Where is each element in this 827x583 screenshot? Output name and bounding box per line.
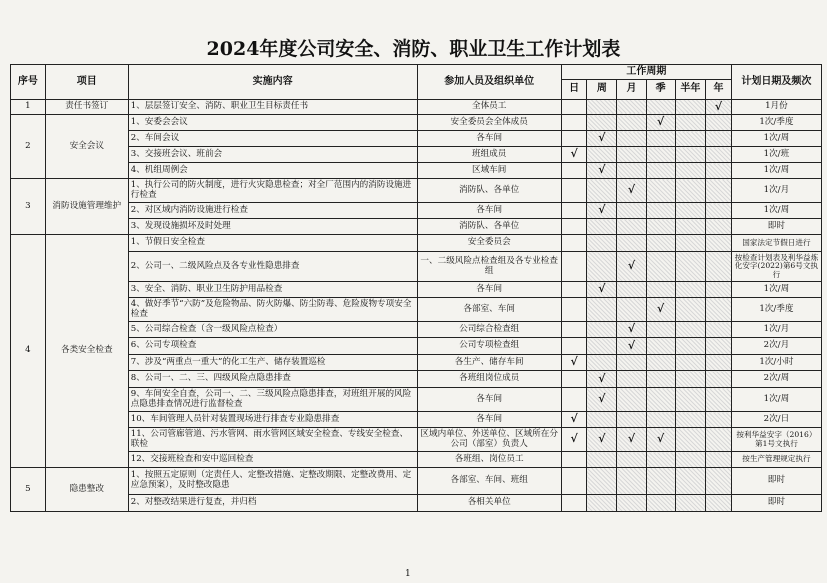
row-participants: 安全委员会全体成员 [417, 115, 561, 131]
row-content: 9、车间安全自查，公司一、二、三级风险点隐患排查，对班组开展的风险点隐患排查情况进行监督检查 [128, 388, 417, 412]
period-cell [646, 355, 675, 371]
header-no: 序号 [11, 65, 46, 100]
plan-table [10, 64, 822, 512]
header-period: 日 [561, 79, 587, 99]
check-mark-icon: √ [561, 147, 587, 163]
table-row [11, 99, 822, 115]
period-cell [706, 131, 732, 147]
row-schedule: 按检查计划表及利华益炼化安字(2022)第6号文执行 [731, 252, 821, 282]
row-schedule: 2次/周 [731, 371, 821, 388]
period-cell [675, 371, 706, 388]
row-content: 6、公司专项检查 [128, 338, 417, 355]
check-mark-icon: √ [646, 428, 675, 452]
row-schedule: 2次/月 [731, 338, 821, 355]
row-schedule: 1次/周 [731, 131, 821, 147]
table-row [11, 412, 822, 428]
period-cell [706, 235, 732, 252]
group-number: 1 [11, 99, 46, 115]
period-cell [646, 235, 675, 252]
period-cell [706, 371, 732, 388]
period-cell [561, 452, 587, 468]
period-cell [617, 355, 647, 371]
period-cell [706, 298, 732, 322]
row-participants: 各生产、储存车间 [417, 355, 561, 371]
plan-body [11, 99, 822, 512]
period-cell [617, 282, 647, 298]
header-content: 实施内容 [128, 65, 417, 100]
check-mark-icon: √ [706, 99, 732, 115]
period-cell [675, 147, 706, 163]
period-cell [617, 452, 647, 468]
table-row [11, 219, 822, 235]
period-cell [706, 115, 732, 131]
header-period: 月 [617, 79, 647, 99]
period-cell [587, 468, 617, 495]
table-row [11, 495, 822, 512]
table-row [11, 235, 822, 252]
period-cell [561, 282, 587, 298]
period-cell [561, 179, 587, 203]
period-cell [706, 468, 732, 495]
row-schedule: 1次/周 [731, 163, 821, 179]
row-schedule: 国家法定节假日进行 [731, 235, 821, 252]
period-cell [706, 282, 732, 298]
check-mark-icon: √ [617, 179, 647, 203]
row-content: 10、车间管理人员针对装置现场进行排查专业隐患排查 [128, 412, 417, 428]
period-cell [646, 131, 675, 147]
period-cell [675, 355, 706, 371]
table-row [11, 452, 822, 468]
group-number: 4 [11, 235, 46, 468]
period-cell [675, 495, 706, 512]
header-participants: 参加人员及组织单位 [417, 65, 561, 100]
period-cell [617, 203, 647, 219]
row-participants: 公司专项检查组 [417, 338, 561, 355]
row-participants: 各车间 [417, 388, 561, 412]
period-cell [706, 163, 732, 179]
row-participants: 各相关单位 [417, 495, 561, 512]
check-mark-icon: √ [646, 298, 675, 322]
period-cell [587, 99, 617, 115]
row-participants: 消防队、各单位 [417, 219, 561, 235]
period-cell [646, 203, 675, 219]
table-row [11, 282, 822, 298]
period-cell [561, 468, 587, 495]
period-cell [706, 355, 732, 371]
period-cell [675, 203, 706, 219]
check-mark-icon: √ [587, 371, 617, 388]
period-cell [561, 322, 587, 338]
row-content: 7、涉及“两重点一重大”的化工生产、储存装置巡检 [128, 355, 417, 371]
row-content: 1、层层签订安全、消防、职业卫生目标责任书 [128, 99, 417, 115]
row-content: 2、公司一、二级风险点及各专业性隐患排查 [128, 252, 417, 282]
row-participants: 公司综合检查组 [417, 322, 561, 338]
row-schedule: 1次/周 [731, 388, 821, 412]
period-cell [646, 495, 675, 512]
table-row [11, 163, 822, 179]
period-cell [706, 147, 732, 163]
period-cell [675, 468, 706, 495]
table-row [11, 388, 822, 412]
table-row [11, 428, 822, 452]
period-cell [675, 322, 706, 338]
group-item: 消防设施管理维护 [45, 179, 128, 235]
period-cell [561, 252, 587, 282]
row-content: 1、节假日安全检查 [128, 235, 417, 252]
period-cell [617, 495, 647, 512]
row-participants: 各车间 [417, 282, 561, 298]
row-schedule: 即时 [731, 495, 821, 512]
row-schedule: 即时 [731, 219, 821, 235]
row-content: 2、对整改结果进行复查，并归档 [128, 495, 417, 512]
group-item: 隐患整改 [45, 468, 128, 512]
period-cell [706, 452, 732, 468]
period-cell [617, 163, 647, 179]
period-cell [675, 428, 706, 452]
period-cell [646, 322, 675, 338]
check-mark-icon: √ [617, 338, 647, 355]
period-cell [587, 338, 617, 355]
row-participants: 全体员工 [417, 99, 561, 115]
period-cell [587, 298, 617, 322]
row-schedule: 按利华益安字（2016）第1号文执行 [731, 428, 821, 452]
period-cell [617, 371, 647, 388]
check-mark-icon: √ [587, 428, 617, 452]
header-period: 周 [587, 79, 617, 99]
check-mark-icon: √ [587, 203, 617, 219]
period-cell [646, 468, 675, 495]
period-cell [561, 99, 587, 115]
row-content: 2、对区域内消防设施进行检查 [128, 203, 417, 219]
period-cell [587, 355, 617, 371]
group-item: 各类安全检查 [45, 235, 128, 468]
period-cell [646, 452, 675, 468]
row-content: 12、交接班检查和安中巡回检查 [128, 452, 417, 468]
row-participants: 各班组、岗位员工 [417, 452, 561, 468]
period-cell [706, 203, 732, 219]
group-number: 5 [11, 468, 46, 512]
check-mark-icon: √ [587, 131, 617, 147]
header-period: 半年 [675, 79, 706, 99]
row-content: 4、做好季节“六防”及危险物品、防火防爆、防尘防毒、危险废物专项安全检查 [128, 298, 417, 322]
period-cell [675, 298, 706, 322]
row-content: 3、安全、消防、职业卫生防护用品检查 [128, 282, 417, 298]
check-mark-icon: √ [617, 428, 647, 452]
period-cell [675, 99, 706, 115]
period-cell [706, 388, 732, 412]
header-item: 项目 [45, 65, 128, 100]
period-cell [561, 219, 587, 235]
period-cell [675, 219, 706, 235]
period-cell [617, 468, 647, 495]
row-participants: 区域车间 [417, 163, 561, 179]
period-cell [587, 115, 617, 131]
document-title: 2024年度公司安全、消防、职业卫生工作计划表 [206, 38, 621, 60]
period-cell [561, 338, 587, 355]
header-period: 年 [706, 79, 732, 99]
row-content: 3、发现设施损坏及时处理 [128, 219, 417, 235]
row-participants: 各车间 [417, 131, 561, 147]
check-mark-icon: √ [561, 412, 587, 428]
period-cell [617, 298, 647, 322]
period-cell [561, 298, 587, 322]
period-cell [646, 219, 675, 235]
period-cell [646, 412, 675, 428]
row-content: 11、公司管廊管道、污水管网、雨水管网区域安全检查、专线安全检查、联检 [128, 428, 417, 452]
table-row [11, 322, 822, 338]
row-schedule: 1次/班 [731, 147, 821, 163]
page-number: 1 [405, 569, 411, 579]
row-schedule: 1次/季度 [731, 298, 821, 322]
period-cell [675, 388, 706, 412]
row-participants: 各车间 [417, 412, 561, 428]
period-cell [706, 338, 732, 355]
period-cell [561, 371, 587, 388]
row-participants: 区域内单位、外送单位、区域所在分公司（部室）负责人 [417, 428, 561, 452]
header-schedule: 计划日期及频次 [731, 65, 821, 100]
period-cell [646, 99, 675, 115]
row-content: 2、车间会议 [128, 131, 417, 147]
period-cell [587, 322, 617, 338]
group-item: 安全会议 [45, 115, 128, 179]
check-mark-icon: √ [587, 388, 617, 412]
table-row [11, 371, 822, 388]
row-participants: 各车间 [417, 203, 561, 219]
table-row [11, 131, 822, 147]
period-cell [675, 252, 706, 282]
table-row [11, 147, 822, 163]
table-row [11, 252, 822, 282]
period-cell [587, 179, 617, 203]
period-cell [646, 282, 675, 298]
period-cell [675, 338, 706, 355]
period-cell [617, 388, 647, 412]
period-cell [587, 252, 617, 282]
check-mark-icon: √ [587, 282, 617, 298]
group-number: 2 [11, 115, 46, 179]
period-cell [587, 495, 617, 512]
row-content: 1、按照五定原则（定责任人、定整改措施、定整改期限、定整改费用、定应急预案），及时整改隐患 [128, 468, 417, 495]
period-cell [646, 252, 675, 282]
period-cell [646, 163, 675, 179]
period-cell [587, 219, 617, 235]
period-cell [675, 131, 706, 147]
row-schedule: 2次/日 [731, 412, 821, 428]
period-cell [561, 235, 587, 252]
group-item: 责任书签订 [45, 99, 128, 115]
row-content: 3、交接班会议、班前会 [128, 147, 417, 163]
row-participants: 一、二级风险点检查组及各专业检查组 [417, 252, 561, 282]
check-mark-icon: √ [587, 163, 617, 179]
row-schedule: 1次/月 [731, 179, 821, 203]
period-cell [706, 428, 732, 452]
table-row [11, 203, 822, 219]
row-schedule: 1月份 [731, 99, 821, 115]
table-row [11, 468, 822, 495]
period-cell [561, 495, 587, 512]
period-cell [617, 115, 647, 131]
period-cell [617, 131, 647, 147]
check-mark-icon: √ [561, 355, 587, 371]
period-cell [706, 179, 732, 203]
period-cell [587, 235, 617, 252]
header-cycle: 工作周期 [561, 65, 731, 80]
period-cell [706, 252, 732, 282]
period-cell [646, 338, 675, 355]
period-cell [561, 131, 587, 147]
check-mark-icon: √ [561, 428, 587, 452]
period-cell [706, 412, 732, 428]
period-cell [675, 179, 706, 203]
table-row [11, 115, 822, 131]
group-number: 3 [11, 179, 46, 235]
row-participants: 各班组岗位成员 [417, 371, 561, 388]
row-schedule: 1次/周 [731, 282, 821, 298]
period-cell [675, 412, 706, 428]
period-cell [561, 163, 587, 179]
row-content: 1、安委会会议 [128, 115, 417, 131]
period-cell [706, 219, 732, 235]
row-content: 8、公司一、二、三、四级风险点隐患排查 [128, 371, 417, 388]
row-content: 5、公司综合检查（含一级风险点检查） [128, 322, 417, 338]
period-cell [587, 412, 617, 428]
period-cell [617, 147, 647, 163]
header-period: 季 [646, 79, 675, 99]
period-cell [561, 115, 587, 131]
period-cell [706, 495, 732, 512]
row-participants: 班组成员 [417, 147, 561, 163]
period-cell [587, 147, 617, 163]
table-row [11, 298, 822, 322]
period-cell [587, 452, 617, 468]
period-cell [675, 163, 706, 179]
period-cell [561, 203, 587, 219]
period-cell [646, 179, 675, 203]
row-schedule: 按生产管理规定执行 [731, 452, 821, 468]
period-cell [706, 322, 732, 338]
row-participants: 安全委员会 [417, 235, 561, 252]
table-row [11, 355, 822, 371]
check-mark-icon: √ [646, 115, 675, 131]
period-cell [646, 388, 675, 412]
check-mark-icon: √ [617, 252, 647, 282]
period-cell [675, 115, 706, 131]
row-schedule: 1次/周 [731, 203, 821, 219]
row-participants: 消防队、各单位 [417, 179, 561, 203]
period-cell [617, 235, 647, 252]
table-row [11, 338, 822, 355]
period-cell [646, 147, 675, 163]
row-participants: 各部室、车间 [417, 298, 561, 322]
period-cell [617, 412, 647, 428]
period-cell [646, 371, 675, 388]
row-content: 1、执行公司的防火制度，进行火灾隐患检查；对全厂范围内的消防设施进行检查 [128, 179, 417, 203]
row-participants: 各部室、车间、班组 [417, 468, 561, 495]
period-cell [617, 219, 647, 235]
row-schedule: 1次/季度 [731, 115, 821, 131]
period-cell [617, 99, 647, 115]
period-cell [561, 388, 587, 412]
period-cell [675, 235, 706, 252]
period-cell [675, 282, 706, 298]
row-schedule: 1次/小时 [731, 355, 821, 371]
table-row [11, 179, 822, 203]
row-schedule: 1次/月 [731, 322, 821, 338]
row-content: 4、机组周例会 [128, 163, 417, 179]
check-mark-icon: √ [617, 322, 647, 338]
period-cell [675, 452, 706, 468]
row-schedule: 即时 [731, 468, 821, 495]
